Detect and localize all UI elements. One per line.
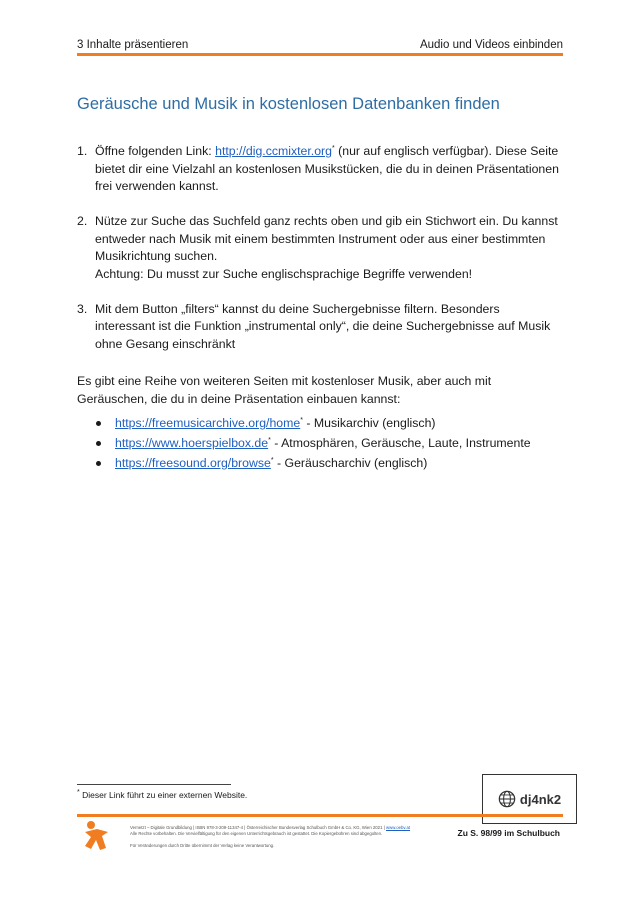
- header-topic: Audio und Videos einbinden: [419, 39, 563, 51]
- freesound-link[interactable]: https://freesound.org/browse: [115, 456, 271, 470]
- publisher-info: [130, 825, 450, 849]
- publisher-link[interactable]: www.oebv.at: [385, 825, 411, 830]
- publisher-line-1: Vernetzt – Digitale Grundbildung | ISBN 978-3-209-11347-4 | Österreichischer Bundesverlag Schulbuch GmbH & Co. KG, Wien 2021 |: [130, 825, 385, 830]
- list-item: [77, 301, 563, 354]
- publisher-line-2: Alle Rechte vorbehalten. Die Vervielfältigung für den eigenen Unterrichtsgebrauch ist gestattet. Die Kopiergebühren sind abgegolten.: [130, 831, 383, 836]
- globe-icon: [498, 790, 516, 808]
- header-chapter: 3 Inhalte präsentieren: [77, 39, 189, 51]
- list-item: [77, 143, 563, 196]
- step-text: Nütze zur Suche das Suchfeld ganz rechts oben und gib ein Stichwort ein. Du kannst entweder nach Musik mit einem bestimmten Instrument oder aus einer bestimmten Musikrichtung suchen.: [95, 214, 558, 263]
- list-item: [95, 415, 565, 433]
- ccmixter-link[interactable]: http://dig.ccmixter.org: [215, 144, 332, 158]
- bullet-icon: [96, 441, 101, 446]
- footnote: [77, 790, 247, 800]
- page-title: Geräusche und Musik in kostenlosen Datenbanken finden: [77, 95, 500, 113]
- bullet-icon: [96, 461, 101, 466]
- footnote-mark: *: [270, 456, 274, 464]
- list-item: [95, 455, 565, 473]
- footnote-mark: *: [331, 144, 335, 152]
- publisher-logo: [82, 820, 112, 852]
- hoerspielbox-link[interactable]: https://www.hoerspielbox.de: [115, 436, 269, 450]
- link-description: - Musikarchiv (englisch): [302, 416, 436, 430]
- list-item: [77, 213, 563, 283]
- list-item: [95, 435, 565, 453]
- step-number: 3.: [77, 301, 88, 316]
- resource-list: [95, 415, 565, 475]
- link-description: - Geräuscharchiv (englisch): [273, 456, 428, 470]
- instruction-list: [77, 143, 563, 371]
- step-number: 2.: [77, 214, 88, 228]
- step-text-pre: Öffne folgenden Link:: [95, 144, 216, 158]
- footnote-mark: *: [300, 416, 303, 424]
- step-number: 1.: [77, 144, 88, 158]
- footnote-mark: *: [268, 436, 271, 444]
- intro-paragraph: Es gibt eine Reihe von weiteren Seiten mit kostenloser Musik, aber auch mit Geräuschen, die du in deine Präsentation einbauen kannst:: [77, 374, 492, 406]
- footer-divider: [77, 814, 563, 817]
- page-header: [77, 38, 563, 52]
- webcode-text: dj4nk2: [519, 791, 562, 807]
- footnote-text: Dieser Link führt zu einer externen Website.: [79, 790, 248, 800]
- footnote-divider: [77, 784, 231, 785]
- link-description: - Atmosphären, Geräusche, Laute, Instrumente: [270, 436, 531, 450]
- freemusicarchive-link[interactable]: https://freemusicarchive.org/home: [115, 416, 301, 430]
- step-text: Mit dem Button „filters“ kannst du deine Suchergebnisse filtern. Besonders interessant ist die Funktion „instrumental only“, die deine Suchergebnisse auf Musik ohne Gesang einschränkt: [95, 301, 551, 351]
- step-note: Achtung: Du musst zur Suche englischsprachige Begriffe verwenden!: [95, 266, 473, 281]
- footnote-mark: *: [77, 789, 80, 797]
- step-text-post: (nur auf englisch verfügbar). Diese Seite bietet dir eine Vielzahl an kostenlosen Musikstücken, die du in deinen Präsentationen frei verwenden kannst.: [95, 144, 559, 193]
- page-reference: Zu S. 98/99 im Schulbuch: [457, 828, 560, 838]
- publisher-line-3: Für Veränderungen durch Dritte übernimmt der Verlag keine Verantwortung.: [130, 843, 275, 848]
- bullet-icon: [96, 421, 101, 426]
- header-divider: [77, 53, 563, 56]
